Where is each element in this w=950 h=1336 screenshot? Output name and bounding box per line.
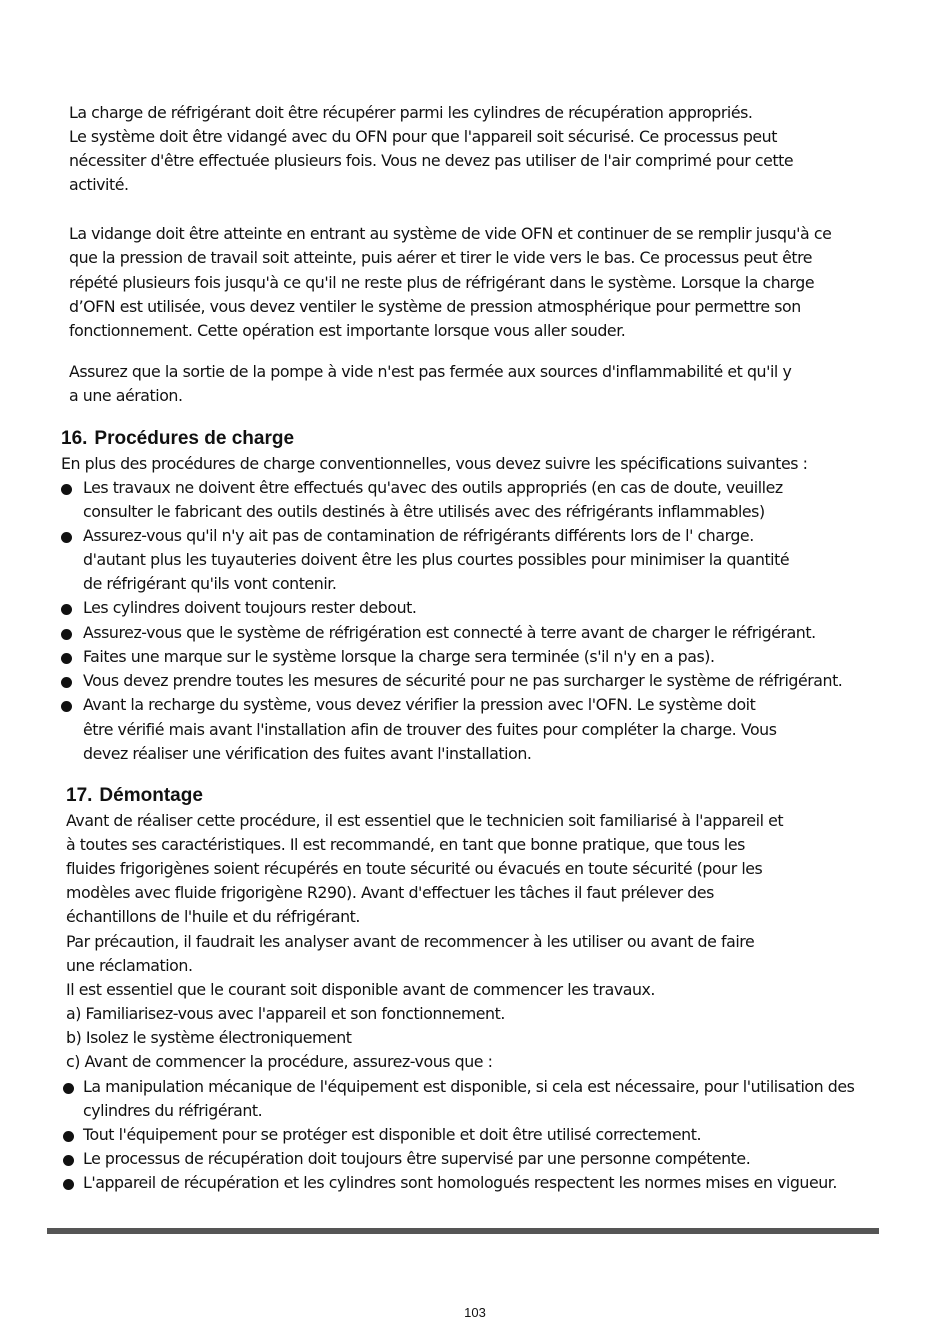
list-item-continuation: être vérifié mais avant l'installation afin de trouver des fuites pour compléter la charge. Vous bbox=[83, 720, 777, 739]
bullet-icon bbox=[63, 1155, 74, 1166]
text-line: b) Isolez le système électroniquement bbox=[66, 1028, 352, 1047]
text-line: Avant de réaliser cette procédure, il est essentiel que le technicien soit familiarisé à l'appareil et bbox=[66, 811, 784, 830]
list-item-continuation: devez réaliser une vérification des fuites avant l'installation. bbox=[83, 744, 532, 763]
bullet-icon bbox=[61, 677, 72, 688]
bullet-icon bbox=[61, 653, 72, 664]
list-item: Le processus de récupération doit toujours être supervisé par une personne compétente. bbox=[83, 1149, 751, 1168]
section-17-heading bbox=[66, 785, 203, 807]
list-item: Assurez-vous qu'il n'y ait pas de contamination de réfrigérants différents lors de l' charge. bbox=[83, 526, 754, 545]
text-line: a une aération. bbox=[69, 386, 183, 405]
text-line: Par précaution, il faudrait les analyser avant de recommencer à les utiliser ou avant de faire bbox=[66, 932, 755, 951]
bullet-icon bbox=[63, 1083, 74, 1094]
list-item-continuation: consulter le fabricant des outils destinés à être utilisés avec des réfrigérants inflammables) bbox=[83, 502, 765, 521]
text-line: d’OFN est utilisée, vous devez ventiler le système de pression atmosphérique pour permettre son bbox=[69, 297, 801, 316]
list-item: La manipulation mécanique de l'équipement est disponible, si cela est nécessaire, pour l'utilisation des bbox=[83, 1077, 855, 1096]
text-line: échantillons de l'huile et du réfrigérant. bbox=[66, 907, 360, 926]
text-line: que la pression de travail soit atteinte, puis aérer et tirer le vide vers le bas. Ce processus peut être bbox=[69, 248, 813, 267]
list-item-continuation: d'autant plus les tuyauteries doivent être les plus courtes possibles pour minimiser la quantité bbox=[83, 550, 790, 569]
list-item-continuation: cylindres du réfrigérant. bbox=[83, 1101, 263, 1120]
list-item-continuation: de réfrigérant qu'ils vont contenir. bbox=[83, 574, 337, 593]
list-item: Avant la recharge du système, vous devez vérifier la pression avec l'OFN. Le système doit bbox=[83, 695, 756, 714]
text-line: En plus des procédures de charge conventionnelles, vous devez suivre les spécifications suivantes : bbox=[61, 454, 808, 473]
text-line: La charge de réfrigérant doit être récupérer parmi les cylindres de récupération appropriés. bbox=[69, 103, 753, 122]
list-item: L'appareil de récupération et les cylindres sont homologués respectent les normes mises en vigueur. bbox=[83, 1173, 837, 1192]
bullet-icon bbox=[63, 1131, 74, 1142]
text-line: fonctionnement. Cette opération est importante lorsque vous aller souder. bbox=[69, 321, 626, 340]
list-item: Vous devez prendre toutes les mesures de sécurité pour ne pas surcharger le système de réfrigérant. bbox=[83, 671, 843, 690]
footer-divider bbox=[47, 1228, 879, 1234]
section-title: Procédures de charge bbox=[94, 428, 295, 449]
list-item: Les travaux ne doivent être effectués qu'avec des outils appropriés (en cas de doute, veuillez bbox=[83, 478, 783, 497]
section-number: 17. bbox=[66, 785, 93, 806]
text-line: modèles avec fluide frigorigène R290). Avant d'effectuer les tâches il faut prélever des bbox=[66, 883, 714, 902]
text-line: Assurez que la sortie de la pompe à vide n'est pas fermée aux sources d'inflammabilité et qu'il y bbox=[69, 362, 792, 381]
bullet-icon bbox=[61, 484, 72, 495]
text-line: une réclamation. bbox=[66, 956, 193, 975]
text-line: nécessiter d'être effectuée plusieurs fois. Vous ne devez pas utiliser de l'air comprimé pour cette bbox=[69, 151, 794, 170]
bullet-icon bbox=[63, 1179, 74, 1190]
bullet-icon bbox=[61, 629, 72, 640]
text-line: a) Familiarisez-vous avec l'appareil et son fonctionnement. bbox=[66, 1004, 505, 1023]
list-item: Les cylindres doivent toujours rester debout. bbox=[83, 598, 417, 617]
section-title: Démontage bbox=[99, 785, 203, 806]
page-number: 103 bbox=[464, 1305, 486, 1320]
list-item: Faites une marque sur le système lorsque la charge sera terminée (s'il n'y en a pas). bbox=[83, 647, 715, 666]
text-line: c) Avant de commencer la procédure, assurez-vous que : bbox=[66, 1052, 493, 1071]
text-line: à toutes ses caractéristiques. Il est recommandé, en tant que bonne pratique, que tous les bbox=[66, 835, 745, 854]
text-line: La vidange doit être atteinte en entrant au système de vide OFN et continuer de se remplir jusqu'à ce bbox=[69, 224, 832, 243]
list-item: Assurez-vous que le système de réfrigération est connecté à terre avant de charger le réfrigérant. bbox=[83, 623, 816, 642]
section-number: 16. bbox=[61, 428, 88, 449]
text-line: Il est essentiel que le courant soit disponible avant de commencer les travaux. bbox=[66, 980, 655, 999]
bullet-icon bbox=[61, 604, 72, 615]
text-line: Le système doit être vidangé avec du OFN pour que l'appareil soit sécurisé. Ce processus peut bbox=[69, 127, 777, 146]
bullet-icon bbox=[61, 701, 72, 712]
bullet-icon bbox=[61, 532, 72, 543]
list-item: Tout l'équipement pour se protéger est disponible et doit être utilisé correctement. bbox=[83, 1125, 702, 1144]
text-line: fluides frigorigènes soient récupérés en toute sécurité ou évacués en toute sécurité (pour les bbox=[66, 859, 763, 878]
text-line: répété plusieurs fois jusqu'à ce qu'il ne reste plus de réfrigérant dans le système. Lorsque la charge bbox=[69, 273, 815, 292]
text-line: activité. bbox=[69, 175, 129, 194]
section-16-heading bbox=[61, 428, 294, 450]
